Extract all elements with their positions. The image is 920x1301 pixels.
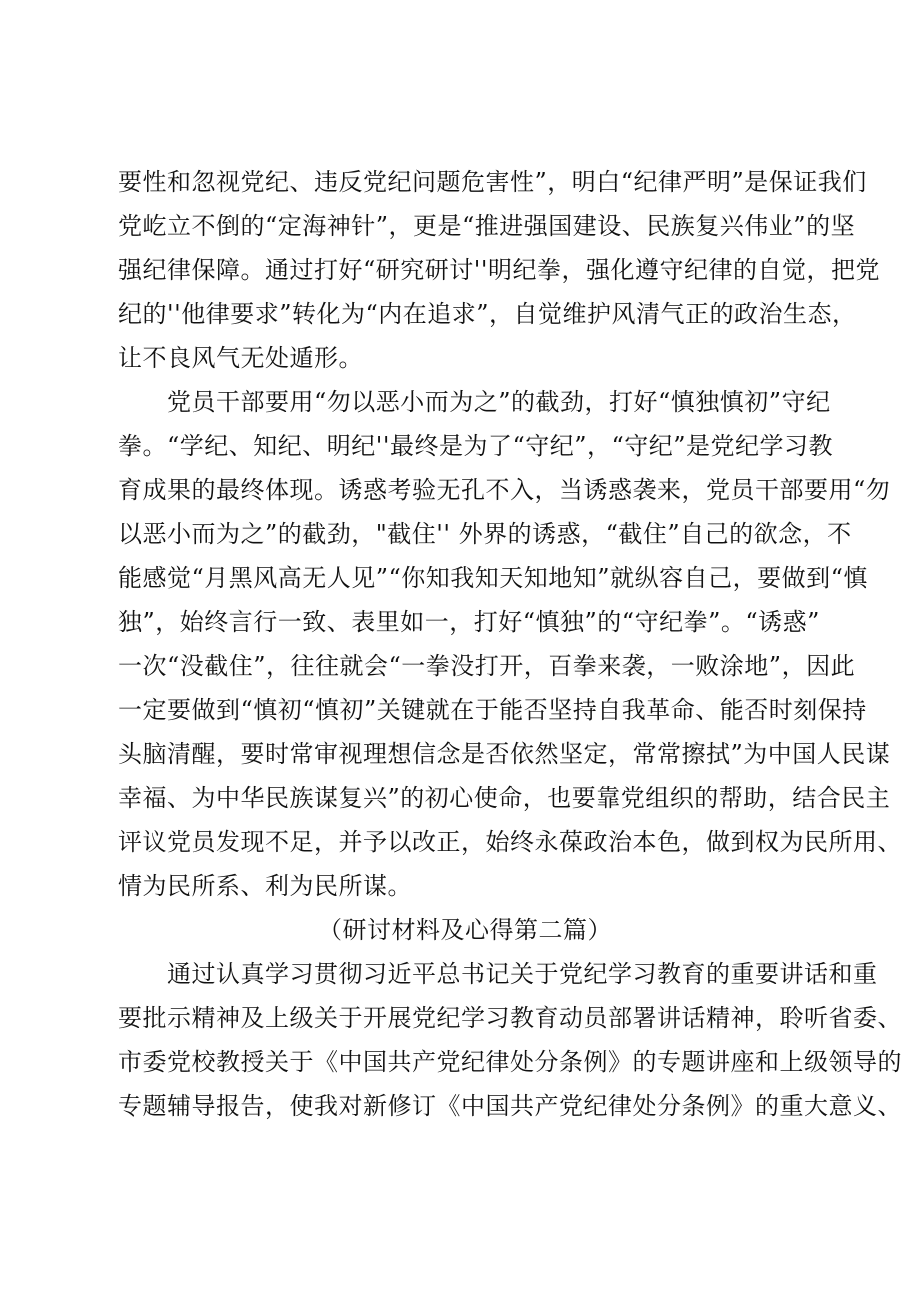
body-line: 一定要做到“慎初“慎初”关键就在于能否坚持自我革命、能否时刻保持 [118,696,867,724]
body-line: 拳。“学纪、知纪、明纪''最终是为了“守纪”，“守纪”是党纪学习教 [118,432,834,460]
body-line: 能感觉“月黑风高无人见”“你知我知天知地知”就纵容自己，要做到“慎 [118,564,868,592]
body-line: 通过认真学习贯彻习近平总书记关于党纪学习教育的重要讲话和重 [118,960,878,988]
body-line: 一次“没截住”，往往就会“一拳没打开，百拳来袭，一败涂地”，因此 [118,652,856,680]
section-heading: （研讨材料及心得第二篇） [318,916,612,944]
body-line: 要批示精神及上级关于开展党纪学习教育动员部署讲话精神，聆听省委、 [118,1004,902,1032]
body-line: 专题辅导报告，使我对新修订《中国共产党纪律处分条例》的重大意义、 [118,1092,902,1120]
body-line: 市委党校教授关于《中国共产党纪律处分条例》的专题讲座和上级领导的 [118,1048,902,1076]
body-line: 情为民所系、利为民所谋。 [118,872,412,900]
body-line: 独”，始终言行一致、表里如一，打好“慎独”的“守纪拳”。“诱惑” [118,608,820,636]
body-line: 育成果的最终体现。诱惑考验无孔不入，当诱惑袭来，党员干部要用“勿 [118,476,891,504]
body-line: 以恶小而为之”的截劲，"截住'' 外界的诱惑，“截住”自己的欲念，不 [118,520,852,548]
body-line: 要性和忽视党纪、违反党纪问题危害性”，明白“纪律严明”是保证我们 [118,168,867,196]
body-line: 纪的''他律要求”转化为“内在追求”，自觉维护风清气正的政治生态， [118,300,857,328]
body-line: 评议党员发现不足，并予以改正，始终永葆政治本色，做到权为民所用、 [118,828,902,856]
body-line: 强纪律保障。通过打好“研究研讨''明纪拳，强化遵守纪律的自觉，把党 [118,256,880,284]
document-body [118,160,902,1128]
body-line: 党屹立不倒的“定海神针”，更是“推进强国建设、民族复兴伟业”的坚 [118,212,856,240]
body-line: 幸福、为中华民族谋复兴”的初心使命，也要靠党组织的帮助，结合民主 [118,784,891,812]
body-line: 头脑清醒，要时常审视理想信念是否依然坚定，常常擦拭”为中国人民谋 [118,740,891,768]
body-line: 党员干部要用“勿以恶小而为之”的截劲，打好“慎独慎初”守纪 [118,388,831,416]
body-line: 让不良风气无处遁形。 [118,344,363,372]
